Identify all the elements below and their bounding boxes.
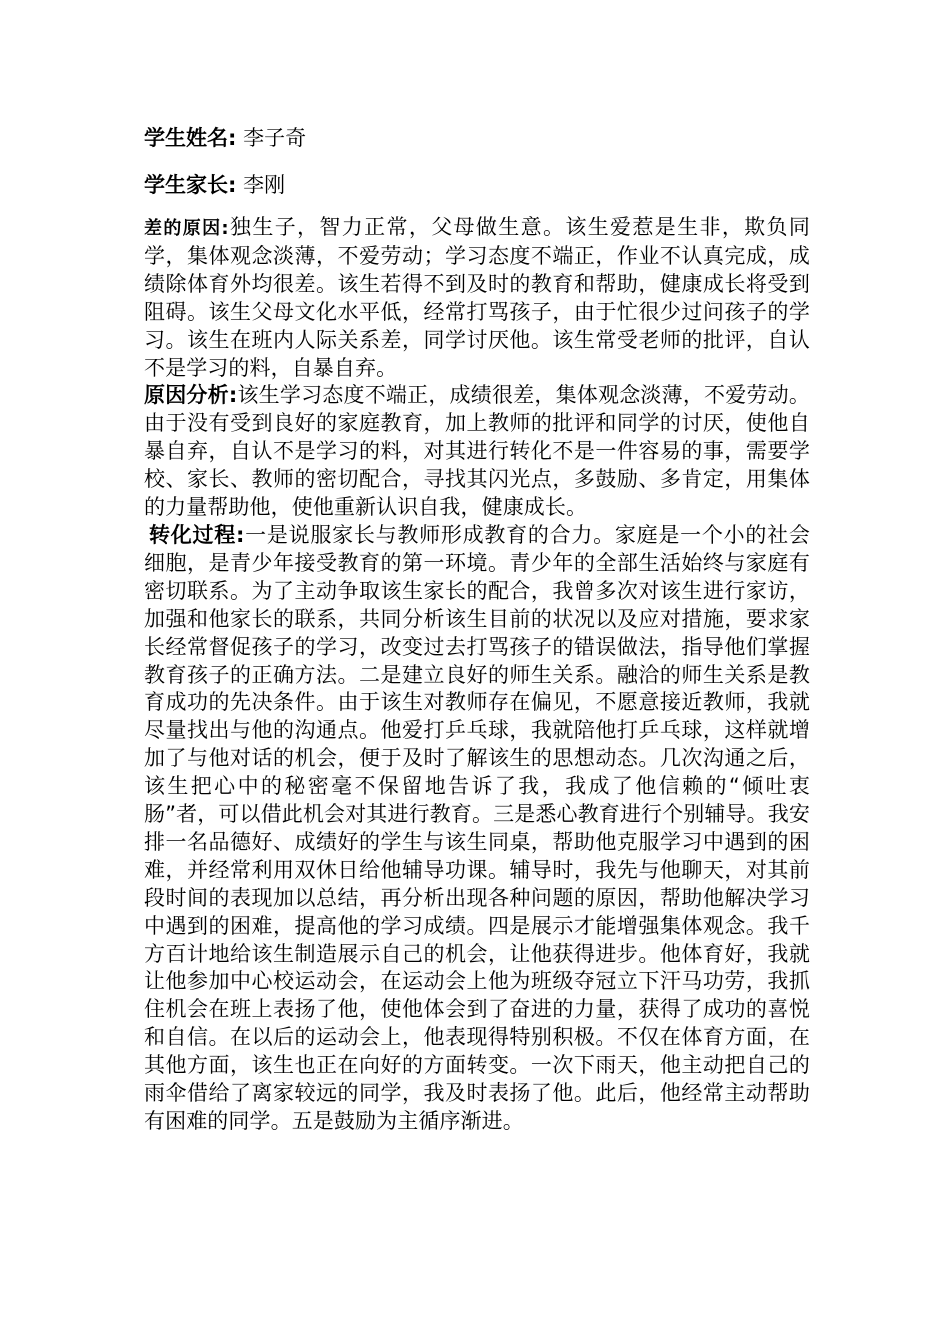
section-cause-analysis xyxy=(144,382,810,522)
section-poor-reasons xyxy=(144,214,810,382)
section-cause-analysis-label: 原因分析: xyxy=(144,383,238,408)
section-cause-analysis-text: 该生学习态度不端正，成绩很差，集体观念淡薄，不爱劳动。由于没有受到良好的家庭教育，加上教师的批评和同学的讨厌，使他自暴自弃，自认不是学习的料，对其进行转化不是一件容易的事，需要学校、家长、教师的密切配合，寻找其闪光点，多鼓励、多肯定，用集体的力量帮助他，使他重新认识自我，健康成长。 xyxy=(144,383,810,520)
student-name-label: 学生姓名 xyxy=(144,126,228,150)
section-poor-reasons-label: 差的原因: xyxy=(144,218,229,239)
student-parent-label: 学生家长 xyxy=(144,173,228,197)
section-transformation-process-text: 一是说服家长与教师形成教育的合力。家庭是一个小的社会细胞，是青少年接受教育的第一环境。青少年的全部生活始终与家庭有密切联系。为了主动争取该生家长的配合，我曾多次对该生进行家访，加强和他家长的联系，共同分析该生目前的状况以及应对措施，要求家长经常督促孩子的学习，改变过去打骂孩子的错误做法，指导他们掌握教育孩子的正确方法。二是建立良好的师生关系。融洽的师生关系是教育成功的先决条件。由于该生对教师存在偏见，不愿意接近教师，我就尽量找出与他的沟通点。他爱打乒乓球，我就陪他打乒乓球，这样就增加了与他对话的机会，便于及时了解该生的思想动态。几次沟通之后，该生把心中的秘密毫不保留地告诉了我，我成了他信赖的“倾吐衷肠”者，可以借此机会对其进行教育。三是悉心教育进行个别辅导。我安排一名品德好、成绩好的学生与该生同桌，帮助他克服学习中遇到的困难，并经常利用双休日给他辅导功课。辅导时，我先与他聊天，对其前段时间的表现加以总结，再分析出现各种问题的原因，帮助他解决学习中遇到的困难，提高他的学习成绩。四是展示才能增强集体观念。我千方百计地给该生制造展示自己的机会，让他获得进步。他体育好，我就让他参加中心校运动会，在运动会上他为班级夺冠立下汗马功劳，我抓住机会在班上表扬了他，使他体会到了奋进的力量，获得了成功的喜悦和自信。在以后的运动会上，他表现得特别积极。不仅在体育方面，在其他方面，该生也正在向好的方面转变。一次下雨天，他主动把自己的雨伞借给了离家较远的同学，我及时表扬了他。此后，他经常主动帮助有困难的同学。五是鼓励为主循序渐进。 xyxy=(144,522,810,1133)
student-name-colon: : xyxy=(228,126,237,150)
student-name-value: 李子奇 xyxy=(243,126,307,150)
student-parent-field xyxy=(144,171,810,199)
section-transformation-process-label: 转化过程: xyxy=(149,522,245,547)
section-poor-reasons-text: 独生子，智力正常，父母做生意。该生爱惹是生非，欺负同学，集体观念淡薄，不爱劳动；学习态度不端正，作业不认真完成，成绩除体育外均很差。该生若得不到及时的教育和帮助，健康成长将受到阻碍。该生父母文化水平低，经常打骂孩子，由于忙很少过问孩子的学习。该生在班内人际关系差，同学讨厌他。该生常受老师的批评，自认不是学习的料，自暴自弃。 xyxy=(144,215,810,380)
student-parent-colon: : xyxy=(228,173,237,197)
student-parent-value: 李刚 xyxy=(243,173,286,197)
section-transformation-process xyxy=(144,522,810,1136)
student-name-field xyxy=(144,124,810,152)
document-page xyxy=(144,120,810,1136)
